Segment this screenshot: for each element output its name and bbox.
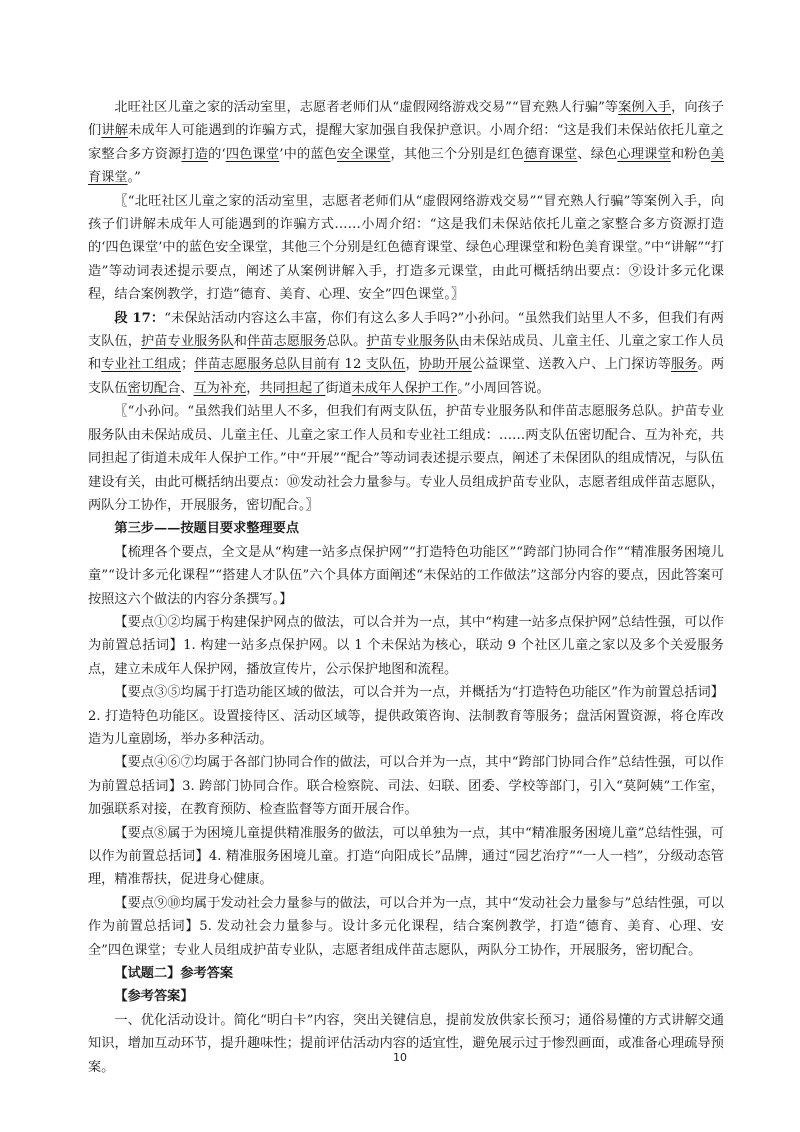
bold-text: 【参考答案】	[114, 989, 194, 1005]
text-run: 和粉色	[670, 146, 711, 162]
text-run: 北旺社区儿童之家的活动室里，志愿者老师们从“虚假网络游戏交易”“冒充熟人行骗”等	[114, 100, 619, 115]
text-run: 、绿色	[577, 146, 618, 162]
point-2	[88, 681, 724, 751]
text-run: 的‘	[208, 146, 226, 162]
underlined-text: 安全课堂	[337, 146, 391, 162]
text-run: 街道	[325, 380, 352, 396]
text-run: 【要点⑧属于为困境儿童提供精准服务的做法，可以单独为一点，其中“精准服务困境儿童”总结性强，可以作为前置总括词】4. 精准服务困境儿童。打造“向阳成长”品牌，通过“园艺治疗”“一人一档”，分级动态管理，精准帮扶，促进身心健康。	[88, 825, 724, 888]
text-run: ，	[246, 380, 260, 396]
text-run: ，向孩子们	[88, 100, 725, 139]
step-three-heading	[88, 517, 724, 540]
text-run: 未成年人可能遇到的诈骗方式，提醒大家加强自我保护意识。小周介绍：“这是我们未保站依托儿童之家整合多方资源	[88, 123, 724, 162]
page-number: 10	[393, 1051, 407, 1064]
point-1	[88, 611, 724, 681]
underlined-text: 案例入手	[618, 100, 672, 115]
answer-paragraph-1	[88, 1009, 724, 1079]
paragraph-2-analysis	[88, 190, 724, 307]
text-run: 【要点④⑥⑦均属于各部门协同合作的做法，可以合并为一点，其中“跨部门协同合作”总结性强，可以作为前置总括词】3. 跨部门协同合作。联合检察院、司法、妇联、团委、学校等部门，引入“莫阿姨”工作室，加强联系对接，在教育预防、检查监督等方面开展合作。	[88, 755, 724, 818]
underlined-text: 四色课堂	[225, 146, 280, 162]
underlined-text: 讲解	[101, 123, 129, 139]
paragraph-3-section-17	[88, 307, 724, 401]
text-run: ，	[405, 357, 419, 373]
underlined-text: 伴苗志愿服务总队目前有 12 支队伍	[194, 357, 406, 373]
underlined-text: 伴苗志愿服务	[247, 334, 327, 350]
document-body	[88, 96, 724, 1079]
bold-text: 【试题二】参考答案	[114, 966, 234, 982]
question-two-heading	[88, 962, 724, 985]
text-run: ；	[180, 357, 195, 373]
paragraph-4-analysis	[88, 400, 724, 517]
text-run: 一、优化活动设计。简化“明白卡”内容，突出关键信息，提前发放供家长预习；通俗易懂的方式讲解交通知识，增加互动环节，提升趣味性；提前评估活动内容的适宜性，避免展示过于惨烈画面，或准备心理疏导预案。	[88, 1012, 724, 1075]
point-4	[88, 822, 724, 892]
point-5	[88, 892, 724, 962]
underlined-text: 护苗专业服务队	[366, 334, 460, 350]
text-run: 公益课堂、送教入户、上门探访等	[471, 357, 671, 373]
text-run: 由未保站成员、儿童主任、儿童之家工作人员和	[88, 334, 725, 373]
text-run: “未保站活动内容这么丰富，你们有这么多人手吗?”小孙问。“虽然我们站里人不多，但我们有两支队伍，	[88, 310, 724, 350]
bold-text: 第三步——按题目要求整理要点	[114, 521, 300, 537]
paragraph-1	[88, 96, 724, 190]
underlined-text: 共同担起了	[259, 380, 326, 396]
underlined-text: 专业社工组成	[101, 357, 181, 373]
underlined-text: 德育课堂	[523, 146, 578, 162]
text-run: 【要点⑨⑩均属于发动社会力量参与的做法，可以合并为一点，其中“发动社会力量参与”总结性强，可以作为前置总括词】5. 发动社会力量参与。设计多元化课程，结合案例教学，打造“德育、美育、心理、安全”四色课堂；专业人员组成护苗专业队，志愿者组成伴苗志愿队，两队分工协作，开展服务，密切配合。	[88, 895, 724, 958]
point-3	[88, 751, 724, 821]
text-run: 〖“北旺社区儿童之家的活动室里，志愿者老师们从“虚假网络游戏交易”“冒充熟人行骗”等案例入手，向孩子们讲解未成年人可能遇到的诈骗方式……小周介绍：“这是我们未保站依托儿童之家整合多方资源打造的‘四色课堂’中的蓝色安全课堂，其他三个分别是红色德育课堂、绿色心理课堂和粉色美育课堂。”中“讲解”“打造”等动词表述提示要点，阐述了从案例讲解入手，打造多元课堂，由此可概括纳出要点：⑨设计多元化课程，结合案例教学，打造“德育、美育、心理、安全”四色课堂。〗	[88, 193, 724, 303]
underlined-text: 未成年人保护工作	[351, 380, 458, 396]
text-run: ，其他三个分别是红色	[390, 146, 524, 162]
underlined-text: 服务	[671, 357, 698, 373]
text-run: 【要点③⑤均属于打造功能区域的做法，可以合并为一点，并概括为“打造特色功能区”作为前置总括词】2. 打造特色功能区。设置接待区、活动区域等，提供政策咨询、法制教育等服务；盘活闲置资源，将仓库改造为儿童剧场，举办多种活动。	[88, 685, 724, 747]
underlined-text: 心理课堂	[617, 146, 671, 162]
underlined-text: 护苗专业服务队	[141, 334, 234, 350]
text-run: 。两支队伍	[88, 357, 725, 396]
reference-answer-heading	[88, 985, 724, 1008]
paragraph-summary	[88, 541, 724, 611]
text-run: 总队。	[326, 334, 367, 350]
text-run: 、	[180, 380, 194, 396]
underlined-text: 打造	[181, 146, 209, 162]
text-run: 。”小周回答说。	[457, 380, 550, 396]
text-run: 【要点①②均属于构建保护网点的做法，可以合并为一点，其中“构建一站多点保护网”总结性强，可以作为前置总括词】1. 构建一站多点保护网。以 1 个未保站为核心，联动 9 个社区儿童之家以及多个关爱服务点，建立未成年人保护网，播放宣传片，公示保护地图和流程。	[88, 614, 724, 677]
text-run: 。”	[127, 170, 141, 186]
underlined-text: 协助开展	[418, 357, 472, 373]
text-run: 【梳理各个要点，全文是从“构建一站多点保护网”“打造特色功能区”“跨部门协同合作”“精准服务困境儿童”“设计多元化课程”“搭建人才队伍”六个具体方面阐述“未保站的工作做法”这部分内容的要点，因此答案可按照这六个做法的内容分条撰写。】	[88, 544, 724, 607]
text-run: 〖“小孙问。“虽然我们站里人不多，但我们有两支队伍，护苗专业服务队和伴苗志愿服务总队。护苗专业服务队由未保站成员、儿童主任、儿童之家工作人员和专业社工组成：……两支队伍密切配合、互为补充，共同担起了街道未成年人保护工作。”中“开展”“配合”等动词表述提示要点，阐述了未保团队的组成情况，与队伍建设有关，由此可概括纳出要点：⑩发动社会力量参与。专业人员组成护苗专业队，志愿者组成伴苗志愿队，两队分工协作，开展服务，密切配合。〗	[88, 404, 724, 513]
text-run: 和	[233, 334, 248, 350]
bold-text: 段 17：	[114, 310, 165, 326]
underlined-text: 密切配合	[127, 380, 181, 396]
text-run: ’中的蓝色	[279, 146, 338, 162]
underlined-text: 互为补充	[193, 380, 247, 396]
underlined-text: 美育课堂	[88, 146, 725, 186]
